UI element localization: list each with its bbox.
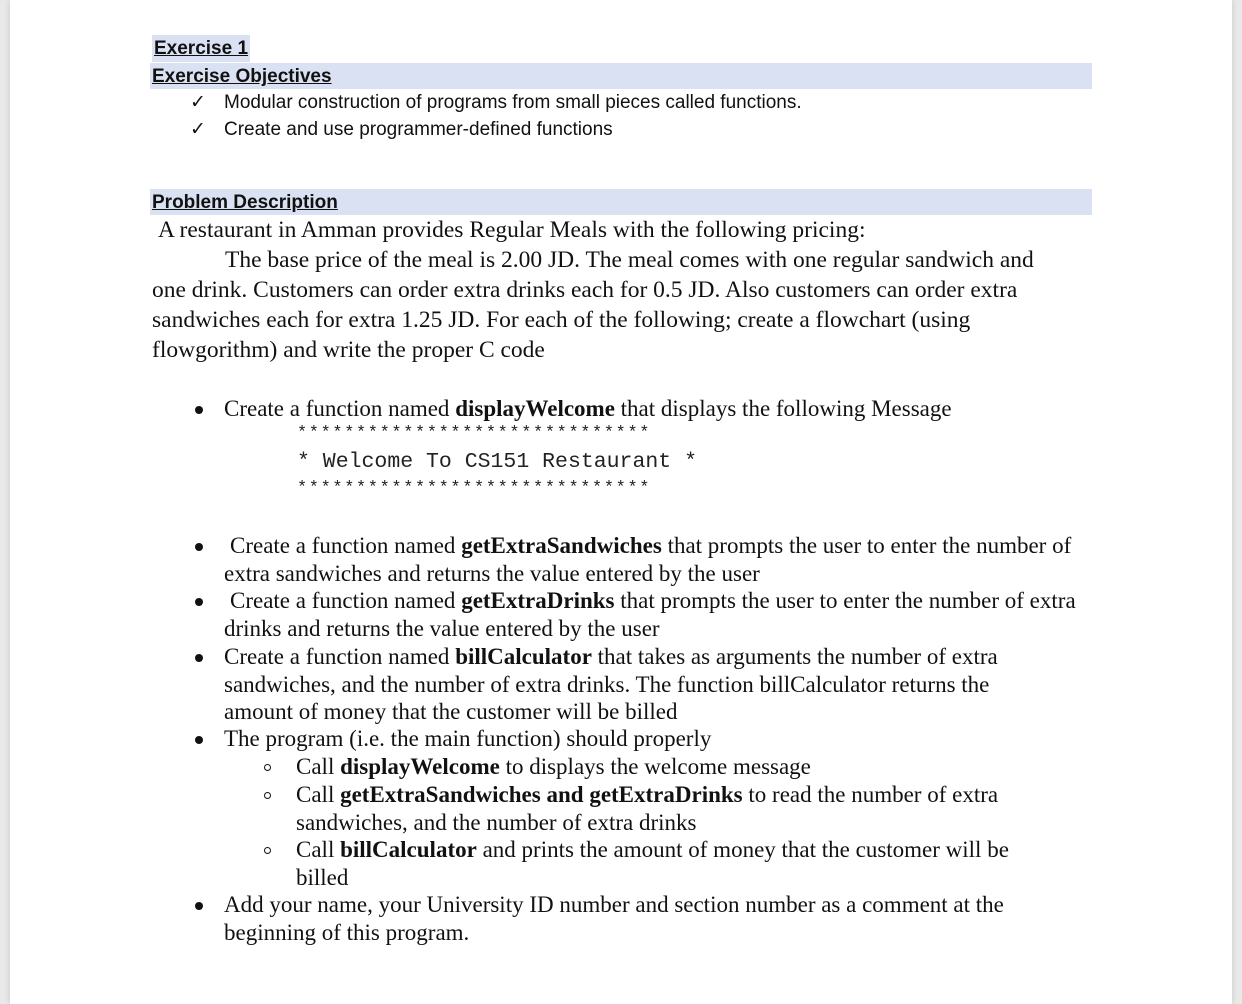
circle-bullet-icon bbox=[264, 792, 271, 799]
problem-intro: A restaurant in Amman provides Regular Meals with the following pricing: bbox=[158, 217, 866, 243]
bullet-icon bbox=[195, 654, 203, 662]
task-text: Call bbox=[296, 782, 341, 807]
objectives-heading: Exercise Objectives bbox=[152, 66, 332, 87]
problem-heading-band bbox=[150, 189, 1092, 215]
subtask-call-display-welcome bbox=[296, 753, 1076, 781]
task-bill-calculator bbox=[224, 643, 1054, 726]
bullet-icon bbox=[195, 736, 203, 744]
check-icon: ✓ bbox=[190, 119, 206, 140]
objective-item bbox=[190, 91, 802, 115]
circle-bullet-icon bbox=[264, 764, 271, 771]
function-name: displayWelcome bbox=[455, 396, 615, 421]
bullet-icon bbox=[195, 543, 203, 551]
circle-bullet-icon bbox=[264, 847, 271, 854]
task-text: and bbox=[540, 782, 590, 807]
task-text: to read the number of extra sandwiches, and the number of extra drinks bbox=[296, 782, 999, 835]
task-text: Create a function named bbox=[230, 588, 462, 613]
task-get-extra-drinks bbox=[224, 587, 1084, 642]
objective-item bbox=[190, 118, 613, 142]
subtask-call-get-extras bbox=[296, 781, 1056, 836]
function-name: displayWelcome bbox=[340, 754, 500, 779]
objectives-heading-band bbox=[150, 63, 1092, 89]
task-text: to displays the welcome message bbox=[499, 754, 811, 779]
problem-heading: Problem Description bbox=[152, 192, 338, 213]
banner-stars-top: ****************************** bbox=[297, 424, 652, 443]
bullet-icon bbox=[195, 902, 203, 910]
task-get-extra-sandwiches bbox=[224, 532, 1104, 587]
task-text: that prompts the user to enter the number of extra sandwiches and returns the value entered by the user bbox=[224, 533, 1072, 586]
bullet-icon bbox=[195, 406, 203, 414]
objective-text: Modular construction of programs from small pieces called functions. bbox=[224, 92, 802, 113]
function-name: getExtraSandwiches bbox=[340, 782, 541, 807]
function-name: getExtraDrinks bbox=[589, 782, 743, 807]
task-main-function: The program (i.e. the main function) should properly bbox=[224, 726, 712, 751]
task-text: that displays the following Message bbox=[614, 396, 952, 421]
function-name: getExtraSandwiches bbox=[461, 533, 662, 558]
document-page bbox=[10, 0, 1232, 1004]
task-text: Create a function named bbox=[224, 644, 456, 669]
task-add-comment: Add your name, your University ID number and section number as a comment at the beginning of this program. bbox=[224, 892, 1004, 945]
task-text: and prints the amount of money that the customer will be billed bbox=[296, 837, 1009, 890]
objective-text: Create and use programmer-defined functions bbox=[224, 119, 613, 140]
function-name: getExtraDrinks bbox=[461, 588, 615, 613]
task-text: Call bbox=[296, 754, 341, 779]
function-name: billCalculator bbox=[340, 837, 477, 862]
task-text: that prompts the user to enter the number of extra drinks and returns the value entered by the user bbox=[224, 588, 1076, 641]
task-text: Create a function named bbox=[224, 396, 456, 421]
exercise-title: Exercise 1 bbox=[152, 35, 250, 62]
banner-stars-bottom: ****************************** bbox=[297, 479, 652, 498]
bullet-icon bbox=[195, 598, 203, 606]
task-text: Create a function named bbox=[230, 533, 462, 558]
check-icon: ✓ bbox=[190, 92, 206, 113]
function-name: billCalculator bbox=[455, 644, 592, 669]
subtask-call-bill-calculator bbox=[296, 836, 1066, 891]
task-display-welcome bbox=[224, 395, 1084, 423]
task-text: Call bbox=[296, 837, 341, 862]
banner-message: * Welcome To CS151 Restaurant * bbox=[297, 450, 697, 474]
problem-paragraph: The base price of the meal is 2.00 JD. The meal comes with one regular sandwich and one drink. Customers can order extra drinks each for 0.5 JD. Also customers can order extra sandwiches each for extra 1.25 JD. For each of the following; create a flowchart (using flowgorithm) and write the proper C code bbox=[152, 247, 1034, 363]
task-text: that takes as arguments the number of extra sandwiches, and the number of extra drinks. The function billCalculator returns the amount of money that the customer will be billed bbox=[224, 644, 998, 724]
